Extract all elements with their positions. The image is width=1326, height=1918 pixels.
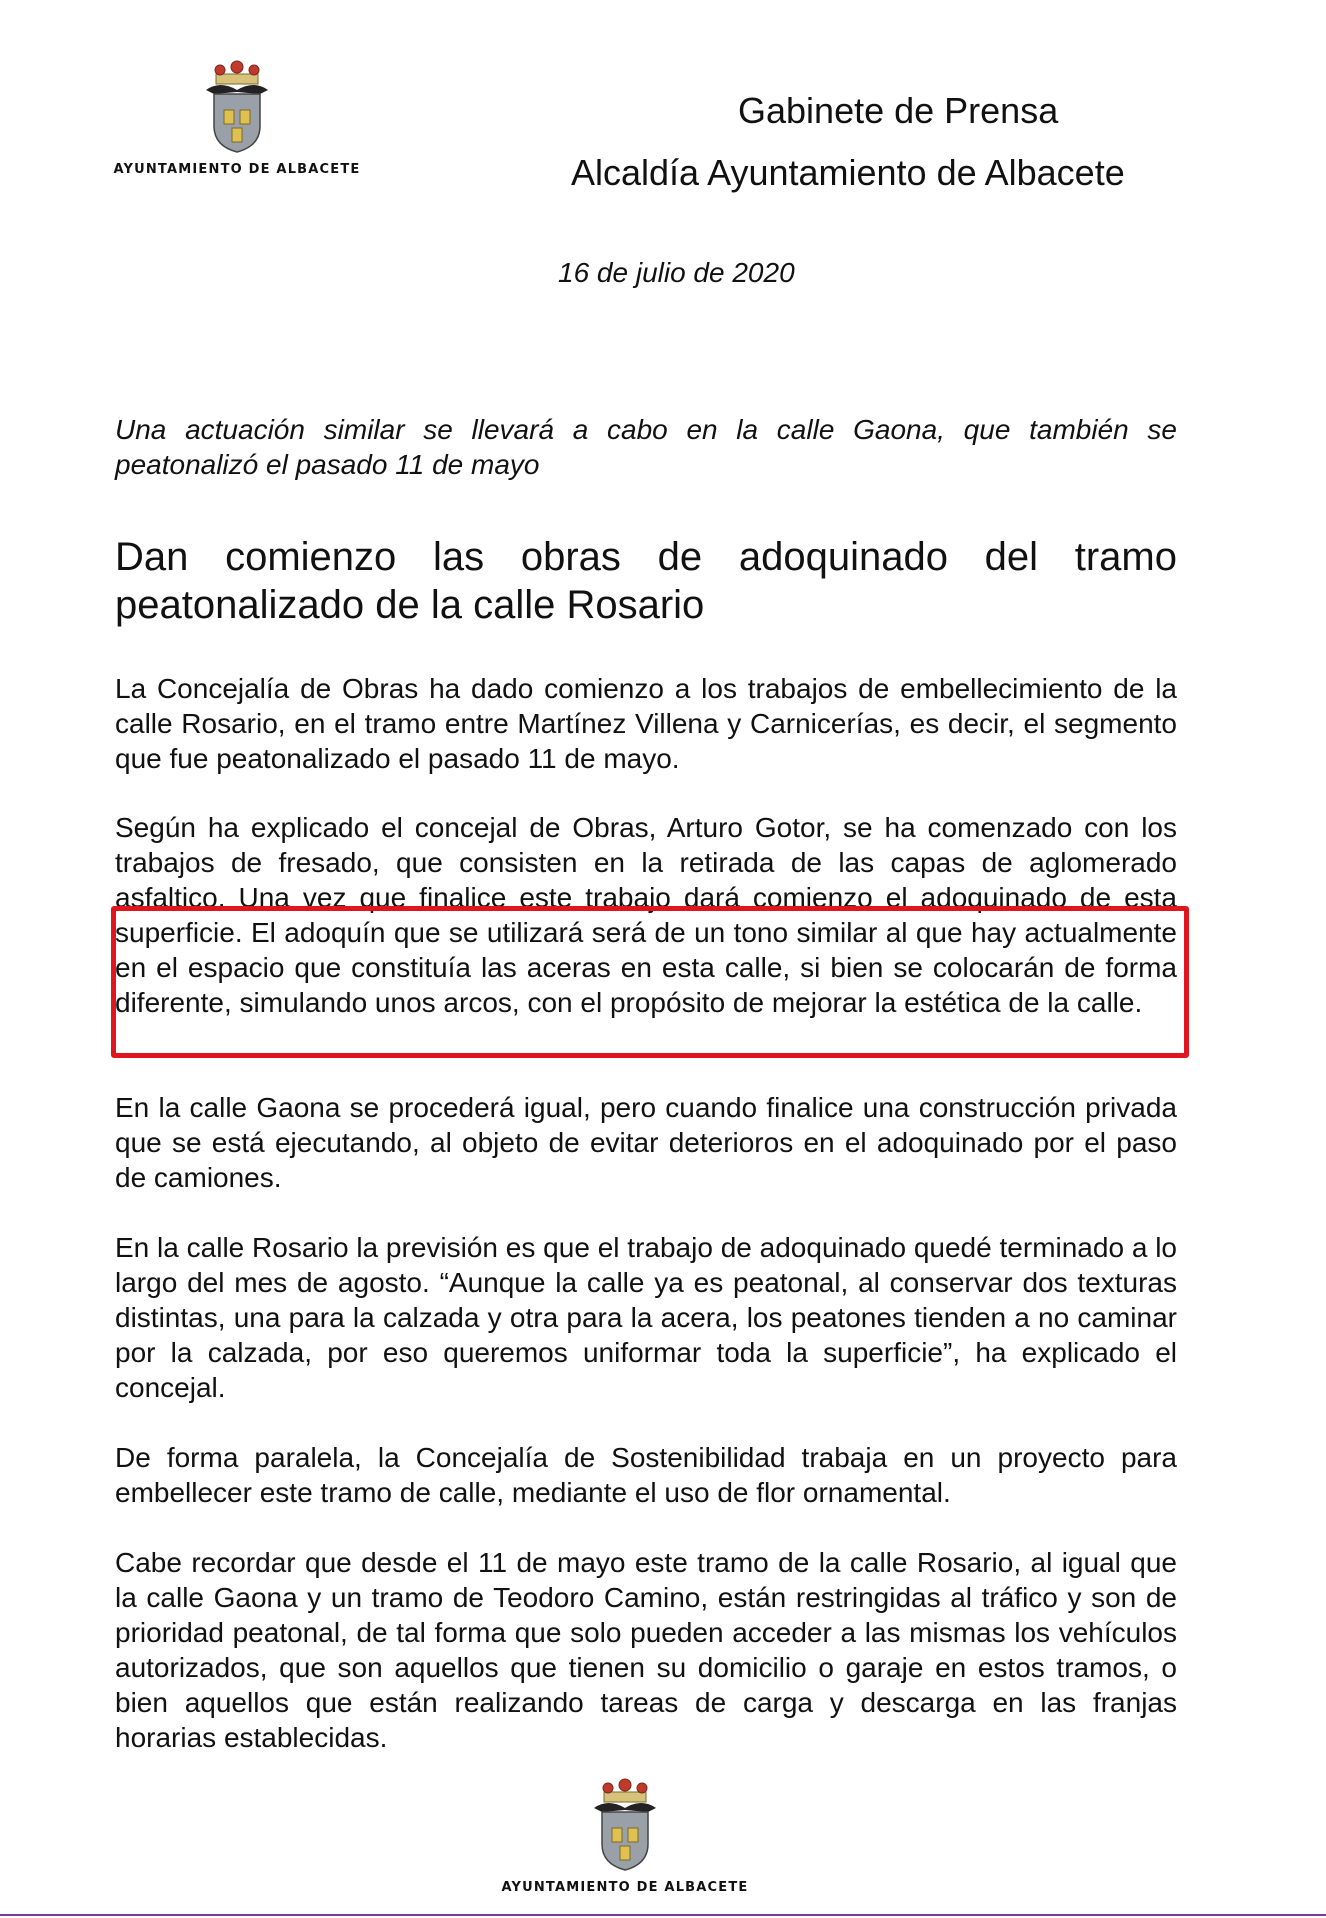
body-paragraph-2: Según ha explicado el concejal de Obras, Arturo Gotor, se ha comenzado con los trabajos de fresado, que consisten en la retirada de las capas de aglomerado asfaltico. Una vez que finalice este trabajo dará comienzo el adoquinado de esta superficie. El adoquín que se utilizará será de un tono similar al que hay actualmente en el espacio que constituía las aceras en esta calle, si bien se colocarán de forma diferente, simulando unos arcos, con el propósito de mejorar la estética de la calle.: [115, 812, 1177, 1018]
footer-logo: [500, 1778, 750, 1895]
coat-of-arms-icon: [202, 60, 272, 156]
header-logo: [112, 60, 362, 177]
header-logo-text: AYUNTAMIENTO DE ALBACETE: [113, 162, 361, 177]
footer-rule: [0, 1914, 1326, 1916]
body-paragraph-6: Cabe recordar que desde el 11 de mayo este tramo de la calle Rosario, al igual que la calle Gaona y un tramo de Teodoro Camino, están restringidas al tráfico y son de prioridad peatonal, de tal forma que solo pueden acceder a las mismas los vehículos autorizados, que son aquellos que tienen su domicilio o garaje en estos tramos, o bien aquellos que están realizando tareas de carga y descarga en las franjas horarias establecidas.: [115, 1547, 1177, 1753]
body-paragraph-3: En la calle Gaona se procederá igual, pero cuando finalice una construcción privada que se está ejecutando, al objeto de evitar deterioros en el adoquinado por el paso de camiones.: [115, 1092, 1177, 1193]
press-date: 16 de julio de 2020: [558, 257, 795, 288]
body-paragraph-1: La Concejalía de Obras ha dado comienzo a los trabajos de embellecimiento de la calle Rosario, en el tramo entre Martínez Villena y Carnicerías, es decir, el segmento que fue peatonalizado el pasado 11 de mayo.: [115, 673, 1177, 774]
footer-logo-text: AYUNTAMIENTO DE ALBACETE: [501, 1880, 749, 1895]
headline: Dan comienzo las obras de adoquinado del tramo peatonalizado de la calle Rosario: [115, 535, 1177, 627]
body-paragraph-4: En la calle Rosario la previsión es que el trabajo de adoquinado quedé terminado a lo largo del mes de agosto. “Aunque la calle ya es peatonal, al conservar dos texturas distintas, una para la calzada y otra para la acera, los peatones tienden a no caminar por la calzada, por eso queremos uniformar toda la superficie”, ha explicado el concejal.: [115, 1232, 1177, 1403]
subtitle: Una actuación similar se llevará a cabo en la calle Gaona, que también se peatonalizó el pasado 11 de mayo: [115, 414, 1177, 480]
highlight-box: [111, 906, 1189, 1058]
body-paragraph-5: De forma paralela, la Concejalía de Sostenibilidad trabaja en un proyecto para embellecer este tramo de calle, mediante el uso de flor ornamental.: [115, 1442, 1177, 1508]
office-name-title: Alcaldía Ayuntamiento de Albacete: [571, 152, 1125, 193]
press-office-title: Gabinete de Prensa: [738, 90, 1059, 131]
coat-of-arms-icon: [590, 1778, 660, 1874]
